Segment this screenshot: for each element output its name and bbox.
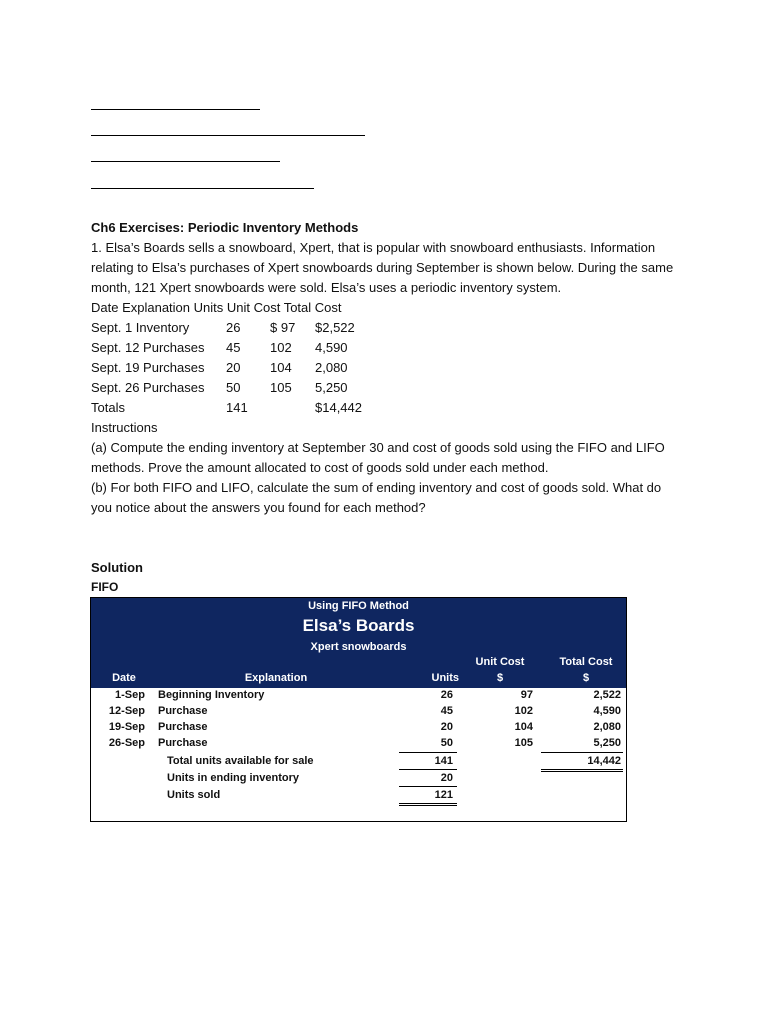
col-header-date: Date <box>112 672 136 684</box>
col-header-units: Units <box>431 672 459 684</box>
exercise-heading: Ch6 Exercises: Periodic Inventory Methods <box>91 220 359 235</box>
method-title: Using FIFO Method <box>308 600 409 612</box>
total-available-row: Total units available for sale 141 14,442 <box>167 755 621 767</box>
table-row: 26-Sep Purchase 50 105 5,250 <box>108 737 621 749</box>
col-header-explanation: Explanation <box>244 672 308 684</box>
solution-label: Solution <box>91 560 143 575</box>
table-row: 19-Sep Purchase 20 104 2,080 <box>108 721 621 733</box>
units-sold-double-rule-bottom <box>399 805 457 806</box>
problem-table-header: Date Explanation Units Unit Cost Total Cost <box>91 300 342 315</box>
col-header-total-cost: Total Cost <box>559 656 613 668</box>
spreadsheet-header <box>91 598 626 688</box>
units-sold-row: Units sold 121 <box>167 789 453 801</box>
name-blank-line <box>91 109 260 110</box>
units-sold-double-rule-top <box>399 803 457 804</box>
name-blank-line <box>91 161 280 162</box>
name-blank-line <box>91 135 365 136</box>
instructions-label: Instructions <box>91 420 158 435</box>
col-header-total-cost-symbol: $ <box>582 672 590 684</box>
name-blank-line <box>91 188 314 189</box>
instruction-a: (a) Compute the ending inventory at September 30 and cost of goods sold using the FIFO and LIFO methods. Prove the amount allocated to cost of goods sold under each method. <box>91 440 665 475</box>
table-row: 1-Sep Beginning Inventory 26 97 2,522 <box>115 689 621 701</box>
product-subtitle: Xpert snowboards <box>310 641 407 653</box>
company-title: Elsa’s Boards <box>302 616 415 635</box>
fifo-spreadsheet <box>90 597 627 822</box>
ending-inventory-row: Units in ending inventory 20 <box>167 772 453 784</box>
problem-paragraph: 1. Elsa’s Boards sells a snowboard, Xpert, that is popular with snowboard enthusiasts. Information relating to Elsa’s purchases of Xpert snowboards during September is shown below. During the same month, 121 Xpert snowboards were sold. Elsa’s uses a periodic inventory system. <box>91 240 674 295</box>
col-header-unit-cost: Unit Cost <box>475 656 525 668</box>
table-row: 12-Sep Purchase 45 102 4,590 <box>108 705 621 717</box>
fifo-label: FIFO <box>91 580 119 594</box>
instruction-b: (b) For both FIFO and LIFO, calculate the sum of ending inventory and cost of goods sold. What do you notice about the answers you found for each method? <box>91 480 662 515</box>
col-header-unit-cost-symbol: $ <box>496 672 504 684</box>
